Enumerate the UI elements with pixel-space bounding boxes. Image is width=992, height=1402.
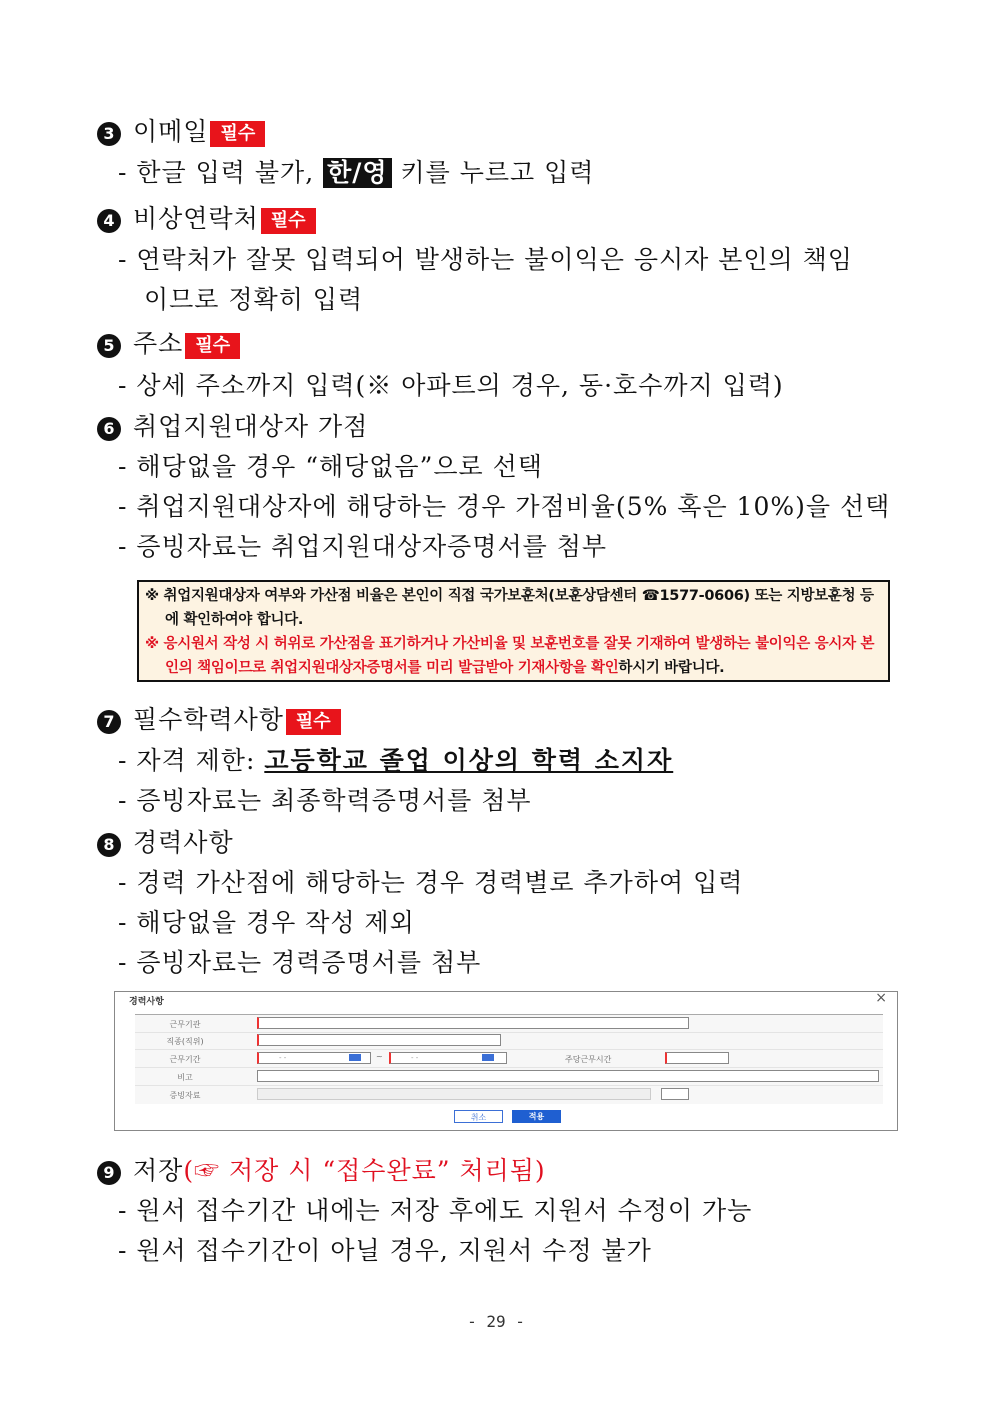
circle-number-icon: 9: [97, 1161, 121, 1185]
item-education-title: 7 필수학력사항 필수: [97, 703, 341, 737]
start-date-input[interactable]: - -: [257, 1052, 371, 1064]
item-address-title: 5 주소 필수: [97, 327, 240, 361]
item-bonus-title: 6 취업지원대상자 가점: [97, 410, 368, 444]
item-bonus-desc-2: - 취업지원대상자에 해당하는 경우 가점비율(5% 혹은 10%)을 선택: [118, 492, 891, 521]
circle-number-icon: 5: [97, 334, 121, 358]
item-emergency-desc: - 연락처가 잘못 입력되어 발생하는 불이익은 응시자 본인의 책임: [118, 245, 853, 274]
circle-number-icon: 4: [97, 209, 121, 233]
circle-number-icon: 7: [97, 710, 121, 734]
item-emergency-desc-cont: 이므로 정확히 입력: [144, 285, 364, 314]
item-career-desc-1: - 경력 가산점에 해당하는 경우 경력별로 추가하여 입력: [118, 868, 744, 897]
org-input[interactable]: [257, 1017, 689, 1029]
dialog-title: 경력사항: [129, 997, 164, 1007]
required-badge: 필수: [210, 121, 265, 147]
calendar-icon[interactable]: [349, 1054, 361, 1061]
item-career-desc-2: - 해당없을 경우 작성 제외: [118, 908, 415, 937]
notice-line-2: ※ 응시원서 작성 시 허위로 가산점을 표기하거나 가산비율 및 보훈번호를 잘못 기재하여 발생하는 불이익은 응시자 본인의 책임이므로 취업지원대상자증명서를 미리 발급받아 기재사항을 확인하시기 바랍니다.: [145, 636, 875, 676]
position-input[interactable]: [257, 1034, 501, 1046]
item-career-desc-3: - 증빙자료는 경력증명서를 첨부: [118, 948, 482, 977]
item-emergency-title: 4 비상연락처 필수: [97, 202, 316, 236]
item-save-desc-2: - 원서 접수기간이 아닐 경우, 지원서 수정 불가: [118, 1236, 652, 1265]
form-row-note: 비고: [135, 1068, 883, 1086]
attach-icon[interactable]: [661, 1088, 689, 1100]
form-row-period: 근무기간 - - ~ - - 주당근무시간: [135, 1050, 883, 1068]
close-icon[interactable]: ×: [875, 990, 887, 1006]
hangul-key-label: 한/영: [323, 158, 391, 188]
item-save-title: 9 저장(☞ 저장 시 “접수완료” 처리됨): [97, 1154, 546, 1188]
item-education-desc: - 자격 제한: 고등학교 졸업 이상의 학력 소지자: [118, 746, 674, 775]
career-dialog: [114, 991, 898, 1131]
weekly-hours-input[interactable]: [665, 1052, 729, 1064]
item-bonus-desc-1: - 해당없을 경우 “해당없음”으로 선택: [118, 452, 543, 481]
required-badge: 필수: [261, 208, 316, 234]
calendar-icon[interactable]: [482, 1054, 494, 1061]
notice-line-1: ※ 취업지원대상자 여부와 가산점 비율은 본인이 직접 국가보훈처(보훈상담센터 ☎1577-0606) 또는 지방보훈청 등에 확인하여야 합니다.: [145, 588, 874, 628]
education-requirement: 고등학교 졸업 이상의 학력 소지자: [264, 746, 674, 775]
dialog-form: [135, 1014, 883, 1104]
item-bonus-desc-3: - 증빙자료는 취업지원대상자증명서를 첨부: [118, 532, 607, 561]
save-note: (☞ 저장 시 “접수완료” 처리됨): [183, 1156, 546, 1185]
item-education-desc-2: - 증빙자료는 최종학력증명서를 첨부: [118, 786, 532, 815]
circle-number-icon: 6: [97, 417, 121, 441]
page-number: - 29 -: [467, 1312, 525, 1331]
required-badge: 필수: [286, 709, 341, 735]
notice-box: [137, 580, 890, 682]
evidence-file-input[interactable]: [257, 1088, 651, 1100]
item-email-title: 3 이메일 필수: [97, 115, 265, 149]
apply-button[interactable]: 적용: [512, 1110, 561, 1123]
item-career-title: 8 경력사항: [97, 826, 234, 860]
item-address-desc: - 상세 주소까지 입력(※ 아파트의 경우, 동·호수까지 입력): [118, 371, 784, 400]
required-badge: 필수: [185, 333, 240, 359]
cancel-button[interactable]: 취소: [454, 1110, 503, 1123]
form-row-position: 직종(직위): [135, 1032, 883, 1050]
circle-number-icon: 8: [97, 833, 121, 857]
note-input[interactable]: [257, 1070, 879, 1082]
end-date-input[interactable]: - -: [389, 1052, 507, 1064]
item-email-desc: - 한글 입력 불가, 한/영 키를 누르고 입력: [118, 158, 595, 187]
form-row-evidence: 증빙자료: [135, 1086, 883, 1103]
circle-number-icon: 3: [97, 122, 121, 146]
item-save-desc-1: - 원서 접수기간 내에는 저장 후에도 지원서 수정이 가능: [118, 1196, 753, 1225]
form-row-org: 근무기관: [135, 1015, 883, 1033]
